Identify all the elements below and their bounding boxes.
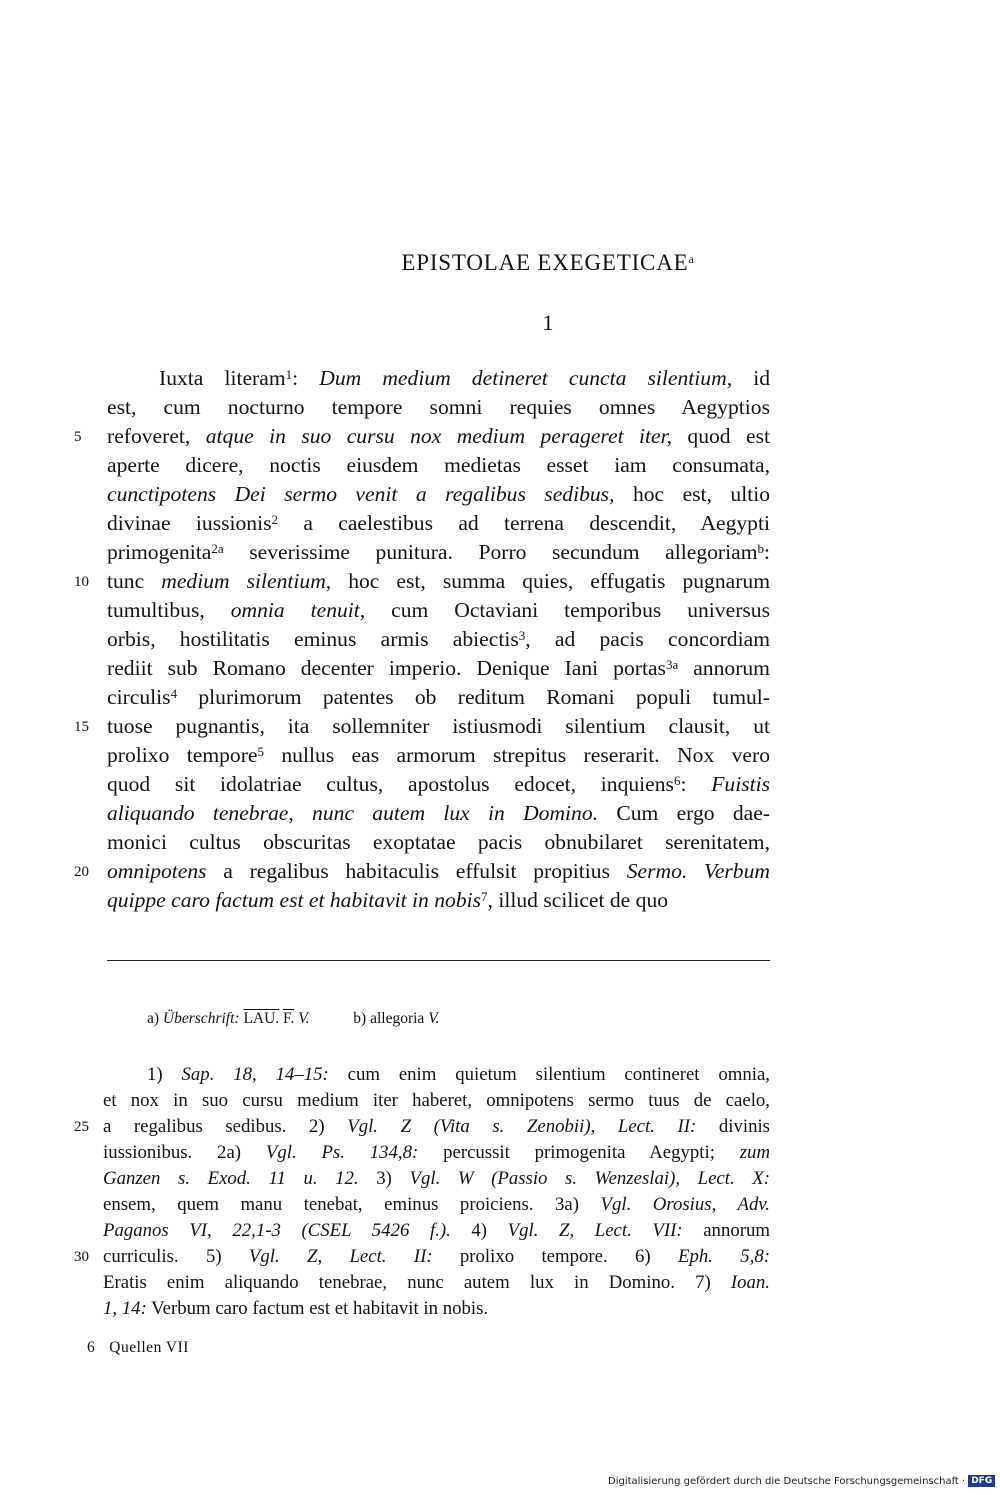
- text-run: 4): [450, 1220, 508, 1241]
- footnote-line: [103, 1166, 770, 1192]
- line-number: 5: [74, 429, 82, 445]
- text-run: refoveret,: [107, 424, 206, 448]
- text-run: quippe caro factum est et habitavit in nobis: [107, 888, 482, 912]
- text-line: [107, 393, 770, 422]
- apparatus-b-siglum: V.: [428, 1010, 440, 1027]
- text-run: rediit sub Romano decenter imperio. Denique Iani portas: [107, 656, 666, 680]
- note-reference: 3a: [665, 657, 679, 672]
- note-reference: 7: [481, 889, 488, 904]
- text-run: tunc: [107, 569, 162, 593]
- digitization-credit: [608, 1475, 995, 1487]
- note-reference: 4: [170, 686, 178, 701]
- text-line: [107, 422, 770, 451]
- text-run: Paganos VI, 22,1-3 (CSEL 5426 f.).: [103, 1220, 451, 1241]
- text-run: aperte dicere, noctis eiusdem medietas esset iam consumata,: [107, 453, 770, 477]
- text-run: Cum ergo dae-: [598, 801, 770, 825]
- text-run: orbis, hostilitatis eminus armis abiectis: [107, 627, 519, 651]
- text-run: medium silentium,: [161, 569, 332, 593]
- text-line: [107, 741, 770, 770]
- text-run: tuose pugnantis, ita sollemniter istiusmodi silentium clausit, ut: [107, 714, 770, 738]
- text-run: hoc est, summa quies, effugatis pugnarum: [331, 569, 770, 593]
- footnote-line: [103, 1062, 770, 1088]
- text-run: omnipotens: [107, 859, 207, 883]
- apparatus-a-value-3: V.: [298, 1010, 310, 1027]
- text-run: percussit primogenita Aegypti;: [418, 1142, 740, 1163]
- text-run: Sermo. Verbum: [626, 859, 770, 883]
- text-line: [107, 712, 770, 741]
- text-run: annorum: [678, 656, 770, 680]
- apparatus-a-word: Überschrift:: [162, 1010, 240, 1027]
- text-run: cum Octaviani temporibus universus: [365, 598, 770, 622]
- text-line: [107, 596, 770, 625]
- line-number: 20: [74, 864, 89, 880]
- text-run: prolixo tempore: [107, 743, 258, 767]
- note-reference: 5: [257, 744, 264, 759]
- text-run: Vgl. Ps. 134,8:: [265, 1142, 419, 1163]
- footnote-line: [103, 1088, 770, 1114]
- text-run: prolixo tempore. 6): [432, 1246, 678, 1267]
- text-run: Vgl. Z, Lect. VII:: [507, 1220, 683, 1241]
- text-line: [107, 683, 770, 712]
- footnote-line: [103, 1140, 770, 1166]
- text-run: , ad pacis concordiam: [525, 627, 770, 651]
- signature-number: 6: [87, 1339, 96, 1356]
- footnote-line: [103, 1244, 770, 1270]
- text-line: [107, 654, 770, 683]
- text-run: Fuistis: [711, 772, 770, 796]
- text-run: 1): [147, 1064, 182, 1085]
- text-run: curriculis. 5): [103, 1246, 249, 1267]
- text-run: iussionibus. 2a): [103, 1142, 266, 1163]
- signature-mark: [87, 1339, 189, 1357]
- footnote-line: [103, 1296, 770, 1322]
- text-run: Iuxta literam: [159, 366, 286, 390]
- text-run: Ioan.: [730, 1272, 770, 1293]
- text-run: divinae iussionis: [107, 511, 272, 535]
- text-run: , illud scilicet de quo: [487, 888, 669, 912]
- text-run: Vgl. Z, Lect. II:: [248, 1246, 433, 1267]
- dfg-logo: DFG: [968, 1475, 995, 1487]
- text-run: a regalibus habitaculis effulsit propitius: [206, 859, 627, 883]
- text-run: zum: [739, 1142, 771, 1163]
- text-run: circulis: [107, 685, 171, 709]
- title-note-mark: a: [688, 252, 695, 266]
- credit-text: Digitalisierung gefördert durch die Deutsche Forschungsgemeinschaft ·: [608, 1476, 966, 1487]
- text-run: Sap. 18, 14–15:: [181, 1064, 329, 1085]
- text-run: 3): [358, 1168, 410, 1189]
- text-run: ensem, quem manu tenebat, eminus proiciens. 3a): [103, 1194, 601, 1215]
- text-run: Vgl. Orosius, Adv.: [600, 1194, 770, 1215]
- text-run: plurimorum patentes ob reditum Romani populi tumul-: [177, 685, 770, 709]
- footnote-line: [103, 1218, 770, 1244]
- text-run: Vgl. W (Passio s. Wenzeslai), Lect. X:: [409, 1168, 770, 1189]
- text-run: cunctipotens Dei sermo venit a regalibus sedibus,: [107, 482, 615, 506]
- text-run: :: [764, 540, 770, 564]
- text-run: severissime punitura. Porro secundum allegoriam: [223, 540, 758, 564]
- section-number: 1: [542, 310, 554, 335]
- apparatus-a-label: a): [147, 1010, 160, 1027]
- line-number: 15: [74, 719, 89, 735]
- text-run: hoc est, ultio: [614, 482, 770, 506]
- text-run: Verbum caro factum est et habitavit in nobis.: [146, 1298, 489, 1319]
- text-run: divinis: [696, 1116, 770, 1137]
- text-run: Dum medium detineret cuncta silentium,: [319, 366, 733, 390]
- text-run: Vgl. Z (Vita s. Zenobii), Lect. II:: [347, 1116, 697, 1137]
- line-number: 10: [74, 574, 89, 590]
- text-line: [107, 364, 770, 393]
- text-run: cum enim quietum silentium contineret omnia,: [328, 1064, 770, 1085]
- footnote-line: [103, 1192, 770, 1218]
- note-reference: 3: [518, 628, 526, 643]
- text-run: quod sit idolatriae cultus, apostolus edocet, inquiens: [107, 772, 674, 796]
- text-line: [107, 770, 770, 799]
- line-number: 30: [74, 1249, 89, 1265]
- critical-apparatus: [147, 1010, 440, 1028]
- note-reference: 6: [673, 773, 681, 788]
- line-number: 25: [74, 1119, 89, 1135]
- text-run: tumultibus,: [107, 598, 231, 622]
- note-reference: 2: [271, 512, 278, 527]
- footnote-rule: [107, 960, 770, 961]
- note-reference: b: [757, 541, 764, 556]
- text-line: [107, 886, 770, 915]
- text-run: Ganzen s. Exod. 11 u. 12.: [103, 1168, 359, 1189]
- apparatus-b-label: b): [353, 1010, 367, 1027]
- page-title: EPISTOLAE EXEGETICAE$^a$: [401, 250, 695, 275]
- text-run: monici cultus obscuritas exoptatae pacis obnubilaret serenitatem,: [107, 830, 770, 854]
- note-reference: 1: [285, 367, 293, 382]
- text-run: Eratis enim aliquando tenebrae, nunc autem lux in Domino. 7): [103, 1272, 731, 1293]
- text-line: [107, 538, 770, 567]
- text-run: id: [732, 366, 771, 390]
- footnote-line: [103, 1270, 770, 1296]
- text-line: [107, 625, 770, 654]
- text-run: est, cum nocturno tempore somni requies omnes Aegyptios: [107, 395, 770, 419]
- apparatus-a-value-1: LAU.: [243, 1010, 280, 1027]
- text-run: 1, 14:: [103, 1298, 147, 1319]
- text-run: atque in suo cursu nox medium perageret iter,: [205, 424, 673, 448]
- note-reference: 2a: [211, 541, 224, 556]
- text-line: [107, 857, 770, 886]
- text-run: nullus eas armorum strepitus reserarit. Nox vero: [264, 743, 770, 767]
- signature-text: Quellen VII: [109, 1339, 189, 1356]
- text-run: :: [292, 366, 320, 390]
- text-run: :: [680, 772, 712, 796]
- text-run: et nox in suo cursu medium iter haberet, omnipotens sermo tuus de caelo,: [103, 1090, 770, 1111]
- text-line: [107, 828, 770, 857]
- text-run: quod est: [672, 424, 770, 448]
- text-line: [107, 509, 770, 538]
- text-run: aliquando tenebrae, nunc autem lux in Domino.: [107, 801, 599, 825]
- text-line: [107, 480, 770, 509]
- footnote-line: [103, 1114, 770, 1140]
- text-run: a regalibus sedibus. 2): [103, 1116, 348, 1137]
- apparatus-b-text: allegoria: [370, 1010, 425, 1027]
- text-run: omnia tenuit,: [230, 598, 366, 622]
- text-line: [107, 799, 770, 828]
- text-run: Eph. 5,8:: [677, 1246, 770, 1267]
- text-line: [107, 567, 770, 596]
- text-run: annorum: [682, 1220, 770, 1241]
- text-run: primogenita: [107, 540, 212, 564]
- apparatus-a-value-2: F.: [283, 1010, 295, 1027]
- text-run: a caelestibus ad terrena descendit, Aegypti: [278, 511, 770, 535]
- text-line: [107, 451, 770, 480]
